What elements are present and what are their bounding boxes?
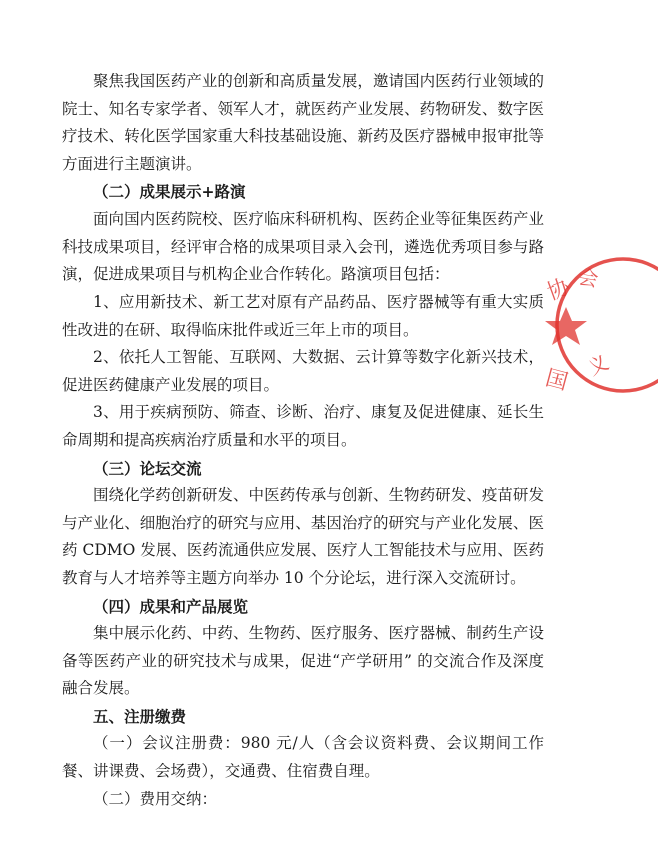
roadshow-item-3: 3、用于疾病预防、筛查、诊断、治疗、康复及促进健康、延长生命周期和提高疾病治疗质量和水平的项目。 — [62, 403, 544, 449]
section-heading-roadshow: （二）成果展示+路演 — [93, 182, 246, 201]
fee-payment-heading: （二）费用交纳： — [93, 790, 218, 808]
exhibition-paragraph: 集中展示化药、中药、生物药、医疗服务、医疗器械、制药生产设备等医药产业的研究技术与成果，促进“产学研用” 的交流合作及深度融合发展。 — [62, 624, 544, 697]
section-heading-exhibition: （四）成果和产品展览 — [93, 597, 249, 616]
svg-text:会: 会 — [576, 264, 601, 292]
roadshow-paragraph: 面向国内医药院校、医疗临床科研机构、医药企业等征集医药产业科技成果项目，经评审合格的成果项目录入会刊，遴选优秀项目参与路演，促进成果项目与机构企业合作转化。路演项目包括： — [62, 210, 544, 283]
intro-paragraph: 聚焦我国医药产业的创新和高质量发展，邀请国内医药行业领域的院士、知名专家学者、领军人才，就医药产业发展、药物研发、数字医疗技术、转化医学国家重大科技基础设施、新药及医疗器械申报审批等方面进行主题演讲。 — [62, 72, 544, 173]
svg-text:国: 国 — [542, 365, 571, 396]
forum-paragraph: 围绕化学药创新研发、中医药传承与创新、生物药研发、疫苗研发与产业化、细胞治疗的研究与应用、基因治疗的研究与产业化发展、医药 CDMO 发展、医药流通供应发展、医疗人工智能技术与应用、医药教育与人才培养等主题方向举办 10 个分论坛，进行深入交流研讨。 — [62, 486, 544, 587]
section-heading-forum: （三）论坛交流 — [93, 459, 202, 478]
roadshow-item-1: 1、应用新技术、新工艺对原有产品药品、医疗器械等有重大实质性改进的在研、取得临床批件或近三年上市的项目。 — [62, 293, 544, 339]
svg-text:协: 协 — [544, 274, 574, 306]
registration-fee-paragraph: （一）会议注册费：980 元/人（含会议资料费、会议期间工作餐、讲课费、会场费），交通费、住宿费自理。 — [62, 734, 544, 780]
section-heading-registration: 五、注册缴费 — [93, 707, 187, 726]
roadshow-item-2: 2、依托人工智能、互联网、大数据、云计算等数字化新兴技术，促进医药健康产业发展的项目。 — [62, 348, 544, 394]
svg-text:义: 义 — [584, 349, 613, 381]
official-seal-stamp — [542, 255, 618, 396]
